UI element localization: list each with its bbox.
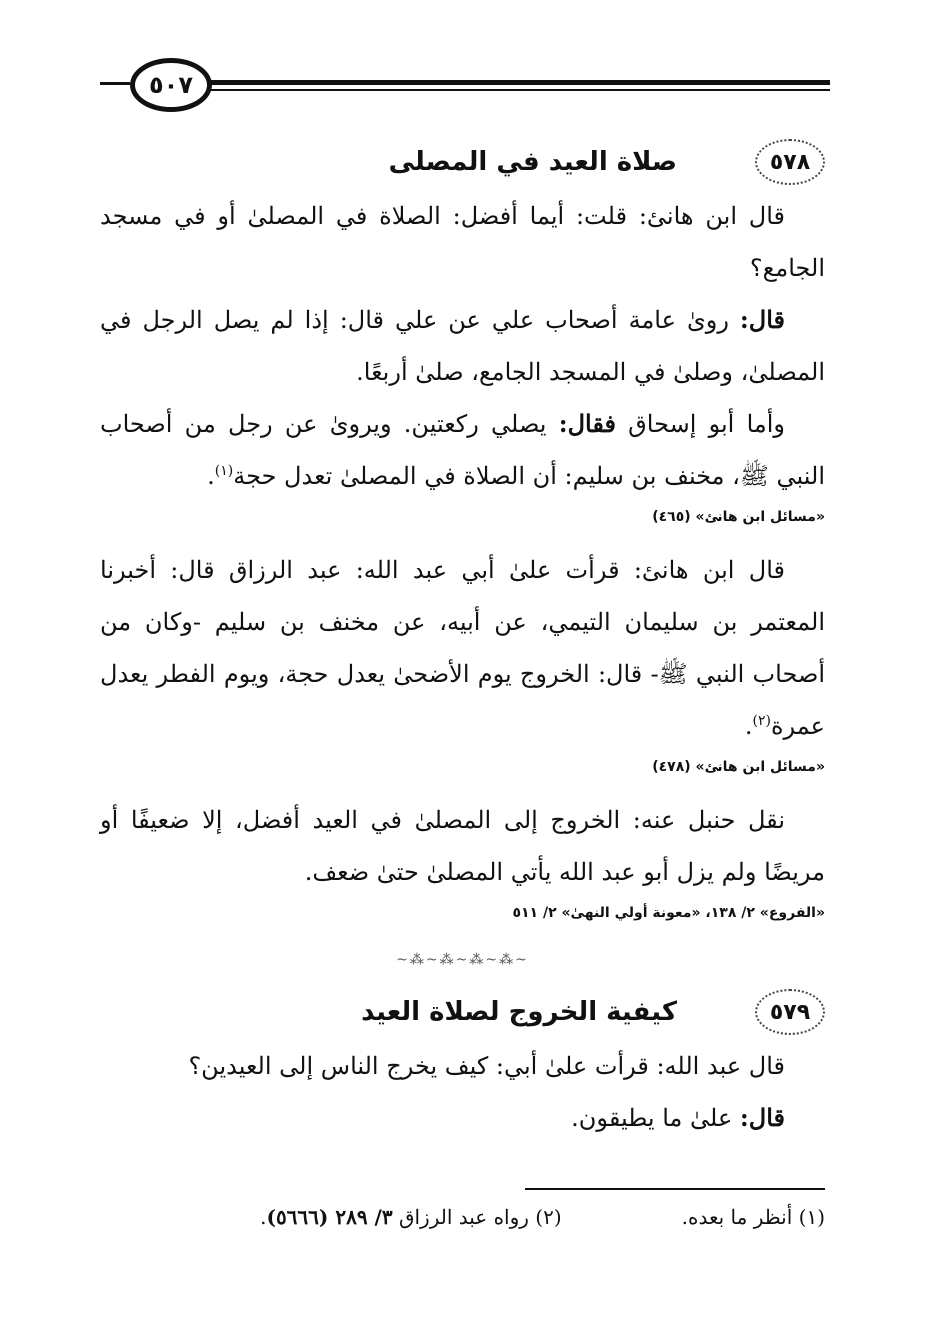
section-heading-578 bbox=[100, 134, 825, 190]
section-number-badge: ٥٧٨ bbox=[755, 139, 825, 185]
page-content bbox=[100, 130, 825, 1144]
page-number-oval bbox=[130, 58, 212, 112]
paragraph-text: قال ابن هانئ: قرأت علىٰ أبي عبد الله: عبد الرزاق قال: أخبرنا المعتمر بن سليمان التيمي، عن أبيه، عن مخنف بن سليم -وكان من أصحاب النبي ﷺ- قال: الخروج يوم الأضحىٰ يعدل حجة، ويوم الفطر يعدل عمرة bbox=[100, 556, 825, 740]
lead-word: قال: bbox=[739, 1103, 785, 1132]
paragraph-text: يصلي ركعتين. ويروىٰ عن رجل من أصحاب النبي ﷺ، مخنف بن سليم: أن الصلاة في المصلىٰ تعدل حجة bbox=[100, 410, 825, 490]
section-heading-579 bbox=[100, 984, 825, 1040]
paragraph-text: علىٰ ما يطيقون. bbox=[571, 1104, 740, 1132]
footnote-ref: (١) bbox=[214, 463, 234, 479]
section-title: كيفية الخروج لصلاة العيد bbox=[361, 997, 677, 1027]
paragraph bbox=[100, 1092, 825, 1144]
footnotes bbox=[100, 1205, 825, 1229]
paragraph bbox=[100, 398, 825, 502]
header-rule-thin bbox=[210, 89, 830, 91]
paragraph-text: روىٰ عامة أصحاب علي عن علي قال: إذا لم يصل الرجل في المصلىٰ، وصلىٰ في المسجد الجامع، صلىٰ أربعًا. bbox=[100, 306, 825, 386]
source-citation: «مسائل ابن هانئ» (٤٦٥) bbox=[652, 509, 825, 525]
page-header bbox=[100, 52, 830, 122]
paragraph bbox=[100, 294, 825, 398]
source-citation: «الفروع» ٢/ ١٣٨، «معونة أولي النهىٰ» ٢/ ٥١١ bbox=[512, 905, 825, 921]
header-rule-left bbox=[100, 82, 130, 85]
footnote-separator bbox=[525, 1188, 825, 1190]
footnote-1: (١) أنظر ما بعده. bbox=[681, 1205, 825, 1229]
lead-word: قال: bbox=[739, 305, 785, 334]
paragraph: قال ابن هانئ: قرأت علىٰ أبي عبد الله: عبد الرزاق قال: أخبرنا المعتمر بن سليمان التيمي، عن أبيه، عن مخنف بن سليم -وكان من أصحاب النبي ﷺ- قال: الخروج يوم الأضحىٰ يعدل حجة، ويوم الفطر يعدل عمرة$^{(٢)}$. bbox=[100, 556, 825, 740]
lead-word: فقال: bbox=[558, 409, 616, 438]
source-citation: «مسائل ابن هانئ» (٤٧٨) bbox=[652, 759, 825, 775]
page-number: ٥٠٧ bbox=[149, 71, 193, 99]
header-rule-thick bbox=[210, 80, 830, 85]
paragraph-pre: وأما أبو إسحاق bbox=[615, 410, 786, 438]
paragraph: نقل حنبل عنه: الخروج إلى المصلىٰ في العيد أفضل، إلا ضعيفًا أو مريضًا ولم يزل أبو عبد الله يأتي المصلىٰ حتىٰ ضعف. bbox=[100, 806, 825, 886]
ornament-divider: ~⁂~⁂~⁂~⁂~ bbox=[396, 952, 529, 968]
paragraph: قال ابن هانئ: قلت: أيما أفضل: الصلاة في المصلىٰ أو في مسجد الجامع؟ bbox=[100, 202, 825, 282]
paragraph-post: . bbox=[207, 462, 215, 490]
paragraph: قال عبد الله: قرأت علىٰ أبي: كيف يخرج الناس إلى العيدين؟ bbox=[188, 1052, 785, 1080]
section-number-badge: ٥٧٩ bbox=[755, 989, 825, 1035]
footnote-ref: (٢) bbox=[752, 713, 771, 729]
footnote-2: (٢) رواه عبد الرزاق ٣/ ٢٨٩ (٥٦٦٦). bbox=[260, 1205, 562, 1229]
section-title: صلاة العيد في المصلى bbox=[388, 147, 677, 177]
